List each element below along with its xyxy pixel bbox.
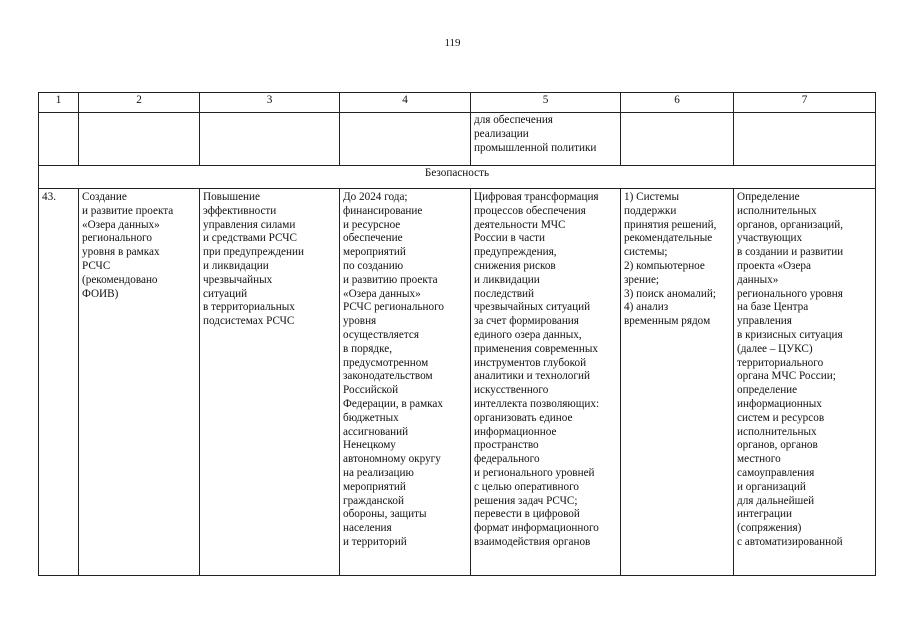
continuation-row [39,113,876,166]
measure-name: Создание и развитие проекта «Озера данных» регионального уровня в рамках РСЧС (рекомендовано ФОИВ) [79,189,200,576]
table-row [39,189,876,576]
measure-actions: Определение исполнительных органов, организаций, участвующих в создании и развитии проекта «Озера данных» регионального уровня на базе Центра управления в кризисных ситуация (далее – ЦУКС) территориального органа МЧС России; определение информационных систем и ресурсов исполнительных органов, органов местного самоуправления и организаций для дальнейшей интеграции (сопряжения) с автоматизированной [734,189,876,576]
column-header-5: 5 [471,93,621,113]
measures-table [38,92,876,576]
continuation-cell-1 [39,113,79,166]
column-header-3: 3 [200,93,340,113]
continuation-cell-3 [200,113,340,166]
page-number: 119 [444,37,461,49]
column-header-7: 7 [734,93,876,113]
column-header-2: 2 [79,93,200,113]
continuation-cell-5: для обеспечения реализации промышленной политики [471,113,621,166]
measure-deadline-funding: До 2024 года; финансирование и ресурсное обеспечение мероприятий по созданию и развитию проекта «Озера данных» РСЧС регионального уровня осуществляется в порядке, предусмотренном законодательством Российской Федерации, в рамках бюджетных ассигнований Ненецкому автономному округу на реализацию мероприятий гражданской обороны, защиты населения и территорий [340,189,471,576]
continuation-cell-2 [79,113,200,166]
column-header-1: 1 [39,93,79,113]
column-header-6: 6 [621,93,734,113]
section-row [39,166,876,189]
continuation-cell-6 [621,113,734,166]
measure-technologies: 1) Системы поддержки принятия решений, рекомендательные системы; 2) компьютерное зрение; 3) поиск аномалий; 4) анализ временным рядом [621,189,734,576]
continuation-cell-4 [340,113,471,166]
row-number: 43. [39,189,79,576]
measure-description: Цифровая трансформация процессов обеспечения деятельности МЧС России в части предупреждения, снижения рисков и ликвидации последствий чрезвычайных ситуаций за счет формирования единого озера данных, применения современных инструментов глубокой аналитики и технологий искусственного интеллекта позволяющих: организовать единое информационное пространство федерального и регионального уровней с целью оперативного решения задач РСЧС; перевести в цифровой формат информационного взаимодействия органов [471,189,621,576]
column-header-4: 4 [340,93,471,113]
header-row [39,93,876,113]
measure-goal: Повышение эффективности управления силами и средствами РСЧС при предупреждении и ликвидации чрезвычайных ситуаций в территориальных подсистемах РСЧС [200,189,340,576]
continuation-cell-7 [734,113,876,166]
section-title: Безопасность [39,166,876,189]
